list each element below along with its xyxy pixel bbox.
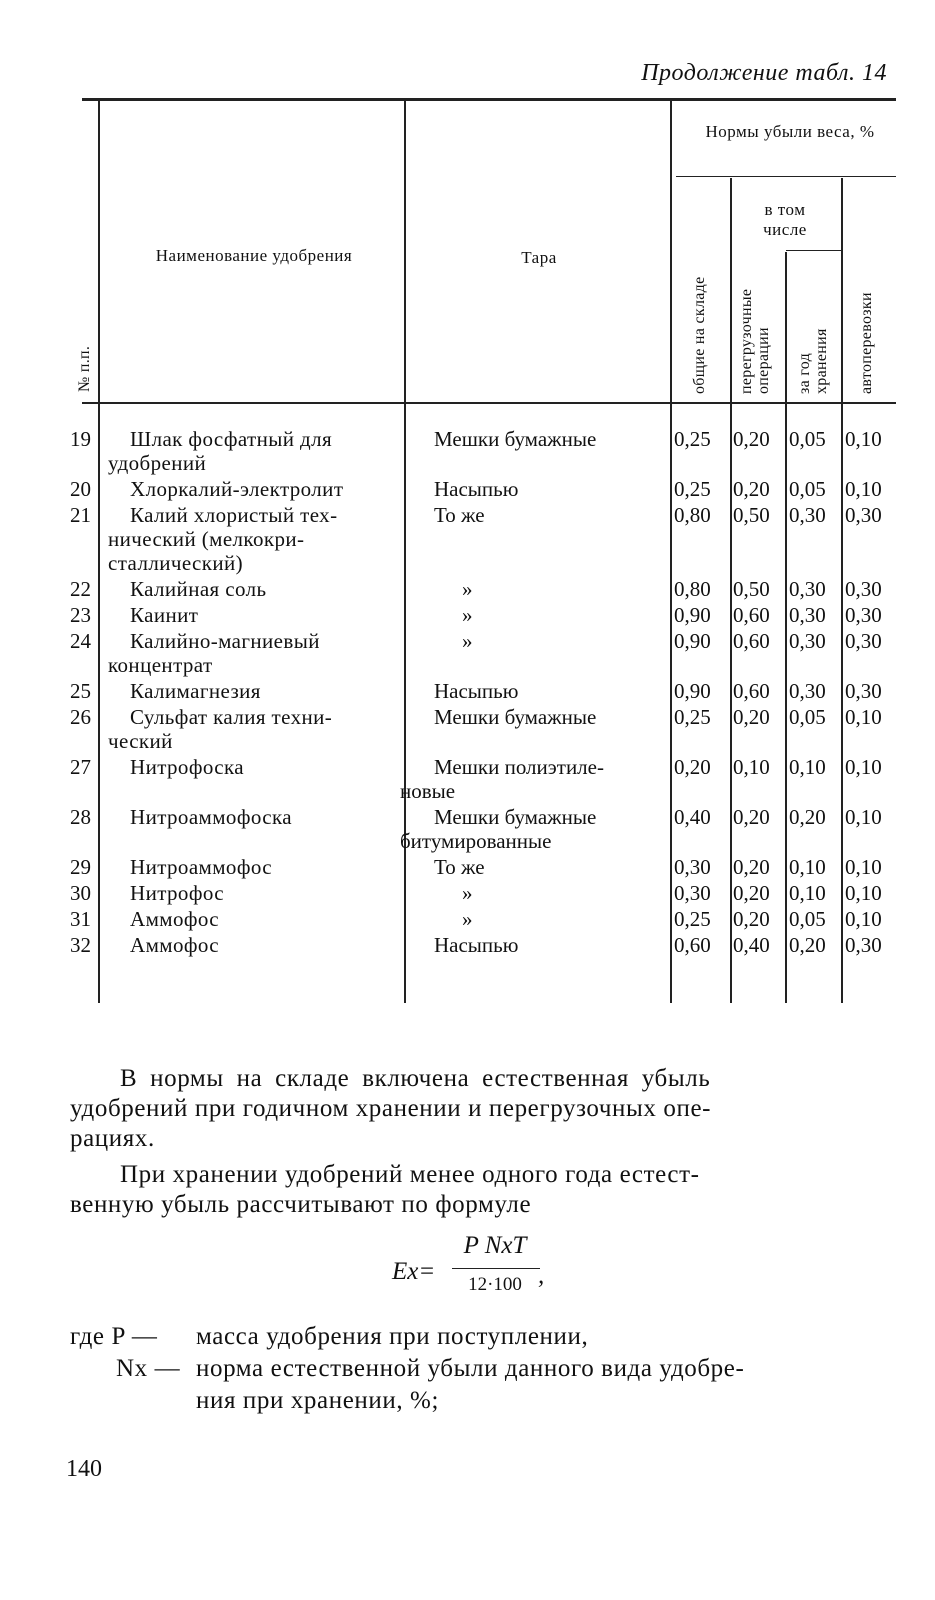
row-value: 0,10 <box>845 855 882 879</box>
row-value: 0,30 <box>789 503 826 527</box>
row-name: удобрений <box>108 451 207 475</box>
row-value: 0,20 <box>733 477 770 501</box>
row-name: Аммофос <box>130 907 219 931</box>
row-number: 25 <box>70 679 91 703</box>
row-value: 0,60 <box>733 629 770 653</box>
row-value: 0,25 <box>674 477 711 501</box>
row-value: 0,30 <box>789 629 826 653</box>
row-tara: » <box>462 907 473 931</box>
formula-end: , <box>538 1262 545 1289</box>
row-value: 0,80 <box>674 577 711 601</box>
where-2-text-cont: ния при хранении, %; <box>196 1387 439 1414</box>
row-number: 32 <box>70 933 91 957</box>
where-2-label: Nх — <box>116 1355 181 1382</box>
row-number: 21 <box>70 503 91 527</box>
row-tara: Мешки бумажные <box>434 705 597 729</box>
formula-lhs: Eх= <box>392 1258 436 1285</box>
p2-line-1: При хранении удобрений менее одного года естест- <box>120 1161 700 1188</box>
row-value: 0,20 <box>733 881 770 905</box>
row-value: 0,10 <box>845 755 882 779</box>
row-value: 0,30 <box>674 855 711 879</box>
row-name: Нитроаммофоска <box>130 805 292 829</box>
row-value: 0,30 <box>789 603 826 627</box>
col-divider-6 <box>841 178 843 1003</box>
header-name: Наименование удобрения <box>155 246 353 265</box>
header-auto: автоперевозки <box>858 292 875 394</box>
row-value: 0,30 <box>845 603 882 627</box>
row-value: 0,60 <box>733 603 770 627</box>
where-2-text: норма естественной убыли данного вида удобре- <box>196 1355 745 1382</box>
row-value: 0,40 <box>733 933 770 957</box>
row-tara: Насыпью <box>434 477 519 501</box>
paragraph-1 <box>70 1064 900 1154</box>
row-name: Калимагнезия <box>130 679 261 703</box>
row-name: нический (мелкокри- <box>108 527 305 551</box>
norms-rule <box>676 176 896 177</box>
table-top-rule <box>82 98 896 101</box>
row-name: Шлак фосфатный для <box>130 427 333 451</box>
row-tara: Насыпью <box>434 933 519 957</box>
row-value: 0,10 <box>845 427 882 451</box>
incl-rule <box>786 250 842 251</box>
header-reload: перегрузочные операции <box>738 288 772 394</box>
row-value: 0,10 <box>789 855 826 879</box>
row-value: 0,25 <box>674 427 711 451</box>
row-name: Каинит <box>130 603 199 627</box>
header-bottom-rule <box>82 402 896 404</box>
row-number: 26 <box>70 705 91 729</box>
row-tara: Мешки полиэтиле- <box>434 755 604 779</box>
header-tara: Тара <box>521 248 557 267</box>
row-number: 28 <box>70 805 91 829</box>
row-number: 20 <box>70 477 91 501</box>
row-value: 0,05 <box>789 427 826 451</box>
row-value: 0,30 <box>845 629 882 653</box>
row-number: 24 <box>70 629 91 653</box>
row-tara: » <box>462 577 473 601</box>
row-value: 0,10 <box>845 881 882 905</box>
row-tara: Насыпью <box>434 679 519 703</box>
formula-numerator: P NхT <box>463 1232 527 1259</box>
row-value: 0,30 <box>845 933 882 957</box>
row-value: 0,20 <box>733 907 770 931</box>
row-name: Калий хлористый тех- <box>130 503 338 527</box>
row-value: 0,10 <box>789 755 826 779</box>
row-tara: битумированные <box>400 829 552 853</box>
row-value: 0,30 <box>674 881 711 905</box>
header-norms: Нормы убыли веса, % <box>705 122 875 141</box>
row-name: Нитрофос <box>130 881 224 905</box>
row-name: Калийно-магниевый <box>130 629 320 653</box>
row-value: 0,20 <box>733 427 770 451</box>
row-value: 0,10 <box>789 881 826 905</box>
row-value: 0,30 <box>845 679 882 703</box>
row-number: 29 <box>70 855 91 879</box>
row-tara: » <box>462 603 473 627</box>
col-divider-5 <box>785 252 787 1003</box>
row-value: 0,50 <box>733 577 770 601</box>
row-value: 0,05 <box>789 907 826 931</box>
row-number: 23 <box>70 603 91 627</box>
p1-line-2: удобрений при годичном хранении и перегрузочных опе- <box>70 1095 712 1122</box>
page-number: 140 <box>66 1456 102 1482</box>
row-value: 0,10 <box>845 705 882 729</box>
row-value: 0,80 <box>674 503 711 527</box>
header-total: общие на складе <box>691 276 708 394</box>
row-value: 0,30 <box>845 577 882 601</box>
col-divider-1 <box>98 101 100 1003</box>
row-tara: » <box>462 881 473 905</box>
header-year: за год хранения <box>796 328 830 394</box>
row-value: 0,20 <box>733 705 770 729</box>
row-value: 0,20 <box>733 805 770 829</box>
row-value: 0,20 <box>789 933 826 957</box>
row-value: 0,30 <box>789 679 826 703</box>
p2-line-2: венную убыль рассчитывают по формуле <box>70 1191 532 1218</box>
row-value: 0,20 <box>674 755 711 779</box>
formula-denominator: 12·100 <box>468 1274 522 1295</box>
row-number: 30 <box>70 881 91 905</box>
row-value: 0,25 <box>674 907 711 931</box>
row-value: 0,90 <box>674 629 711 653</box>
header-incl: в том числе <box>763 200 807 239</box>
row-value: 0,05 <box>789 477 826 501</box>
row-name: Хлоркалий-электролит <box>130 477 344 501</box>
row-value: 0,40 <box>674 805 711 829</box>
row-number: 27 <box>70 755 91 779</box>
col-divider-4 <box>730 178 732 1003</box>
row-number: 31 <box>70 907 91 931</box>
where-1-label: где P — <box>70 1323 158 1350</box>
row-value: 0,60 <box>674 933 711 957</box>
p1-line-3: рациях. <box>70 1125 155 1152</box>
row-name: Нитроаммофос <box>130 855 272 879</box>
paragraph-2 <box>70 1160 900 1220</box>
row-value: 0,20 <box>733 855 770 879</box>
row-tara: новые <box>400 779 456 803</box>
header-num: № п.п. <box>76 345 93 392</box>
formula-fraction-bar <box>452 1268 540 1269</box>
p1-line-1: В нормы на складе включена естественная убыль <box>120 1065 711 1092</box>
row-value: 0,10 <box>845 477 882 501</box>
row-name: Калийная соль <box>130 577 267 601</box>
row-value: 0,30 <box>789 577 826 601</box>
row-value: 0,90 <box>674 679 711 703</box>
row-value: 0,30 <box>845 503 882 527</box>
row-value: 0,60 <box>733 679 770 703</box>
row-value: 0,20 <box>789 805 826 829</box>
row-value: 0,10 <box>733 755 770 779</box>
row-name: сталлический) <box>108 551 244 575</box>
row-name: концентрат <box>108 653 213 677</box>
col-divider-3 <box>670 101 672 1003</box>
row-name: Сульфат калия техни- <box>130 705 333 729</box>
row-value: 0,50 <box>733 503 770 527</box>
row-value: 0,90 <box>674 603 711 627</box>
row-value: 0,10 <box>845 805 882 829</box>
col-divider-2 <box>404 101 406 1003</box>
where-1-text: масса удобрения при поступлении, <box>196 1323 589 1350</box>
row-number: 22 <box>70 577 91 601</box>
row-tara: » <box>462 629 473 653</box>
row-tara: Мешки бумажные <box>434 805 597 829</box>
table-caption: Продолжение табл. 14 <box>641 60 887 86</box>
row-tara: То же <box>434 855 485 879</box>
row-value: 0,10 <box>845 907 882 931</box>
row-value: 0,05 <box>789 705 826 729</box>
row-tara: Мешки бумажные <box>434 427 597 451</box>
row-name: ческий <box>108 729 173 753</box>
row-value: 0,25 <box>674 705 711 729</box>
row-name: Нитрофоска <box>130 755 244 779</box>
row-tara: То же <box>434 503 485 527</box>
row-number: 19 <box>70 427 91 451</box>
row-name: Аммофос <box>130 933 219 957</box>
